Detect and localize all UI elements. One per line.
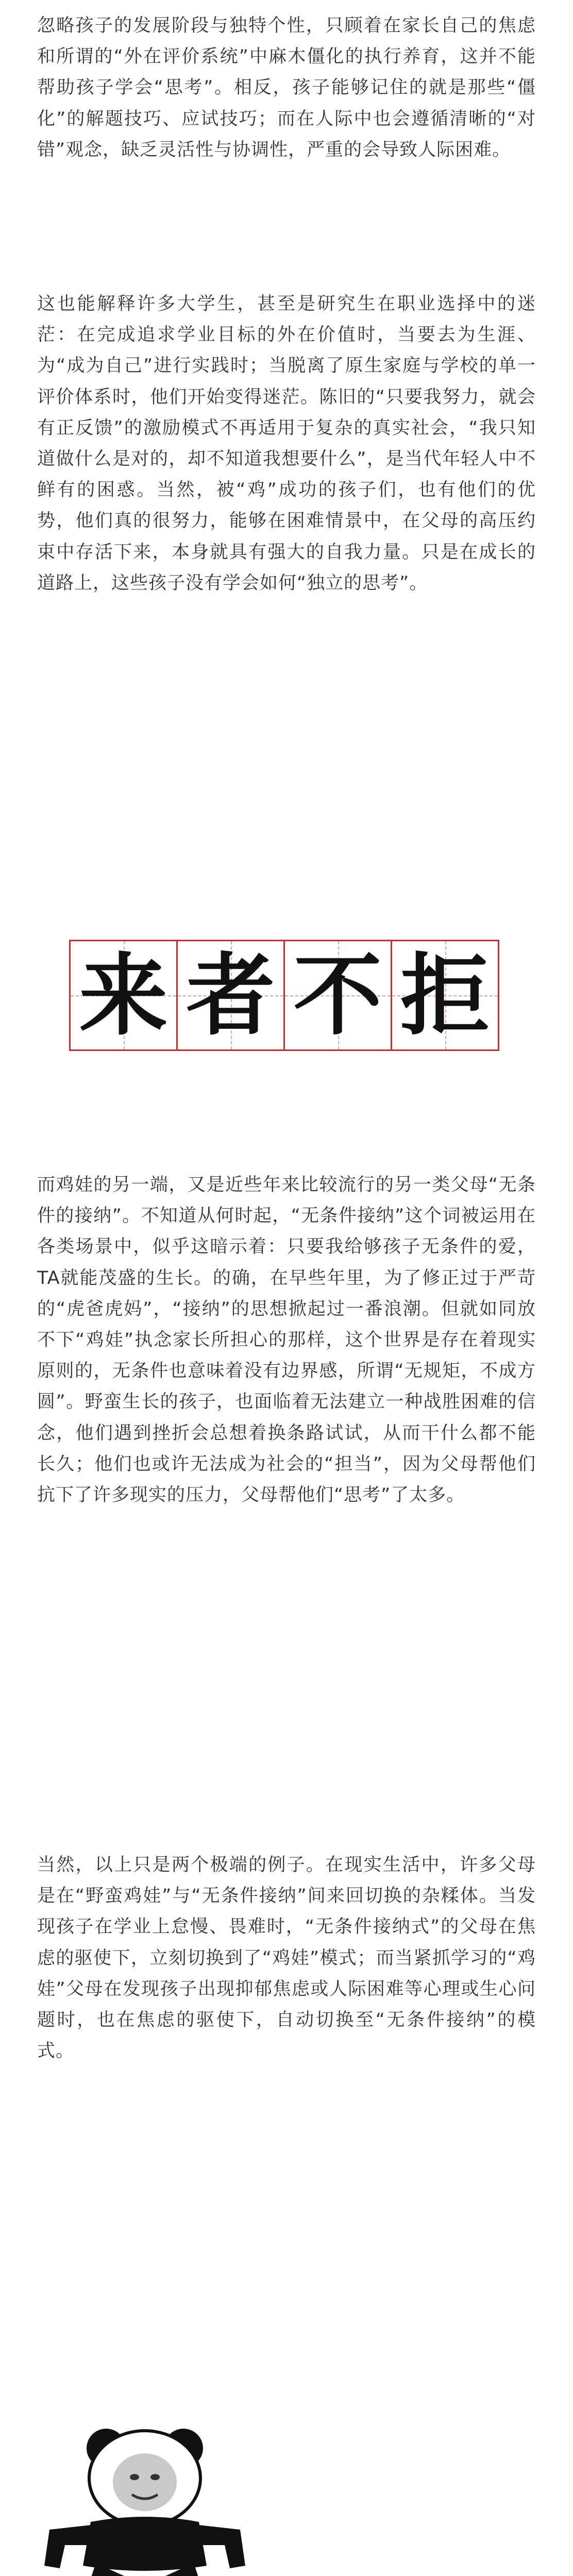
paragraph-3: 而鸡娃的另一端，又是近些年来比较流行的另一类父母“无条件的接纳”。不知道从何时起，“无条件接纳”这个词被运用在各类场景中，似乎这暗示着：只要我给够孩子无条件的爱，TA就能茂盛的生长。的确，在早些年里，为了修正过于严苛的“虎爸虎妈”，“接纳”的思想掀起过一番浪潮。但就如同放不下“鸡娃”执念家长所担心的那样，这个世界是存在着现实原则的，无条件也意味着没有边界感，所谓“无规矩，不成方圆”。野蛮生长的孩子，也面临着无法建立一种战胜困难的信念，他们遇到挫折会总想着换条路试试，从而干什么都不能长久；他们也或许无法成为社会的“担当”，因为父母帮他们抗下了许多现实的压力，父母帮他们“思考”了太多。 [37, 1175, 536, 1505]
calligraphy-char: 不 [293, 943, 382, 1047]
paragraph-4: 当然，以上只是两个极端的例子。在现实生活中，许多父母是在“野蛮鸡娃”与“无条件接纳”间来回切换的杂糅体。当发现孩子在学业上怠慢、畏难时，“无条件接纳式”的父母在焦虑的驱使下，立刻切换到了“鸡娃”模式；而当紧抓学习的“鸡娃”父母在发现孩子出现抑郁焦虑或人际困难等心理或生心问题时，也在焦虑的驱使下，自动切换至“无条件接纳”的模式。 [37, 1855, 536, 2062]
paragraph-1: 忽略孩子的发展阶段与独特个性，只顾着在家长自己的焦虑和所谓的“外在评价系统”中麻木僵化的执行养育，这并不能帮助孩子学会“思考”。相反，孩子能够记住的就是那些“僵化”的解题技巧、应试技巧；而在人际中也会遵循清晰的“对错”观念，缺乏灵活性与协调性，严重的会导致人际困难。 [37, 15, 536, 160]
panda-meme-drawing [29, 2421, 266, 2576]
calligraphy-cell [283, 940, 392, 1051]
panda-meme-image [29, 2421, 266, 2576]
calligraphy-cell [69, 940, 178, 1051]
calligraphy-char: 拒 [400, 943, 490, 1047]
calligraphy-cell [391, 940, 499, 1051]
calligraphy-char: 来 [79, 943, 168, 1047]
calligraphy-cell [176, 940, 285, 1051]
calligraphy-char: 者 [186, 943, 275, 1047]
paragraph-2: 这也能解释许多大学生，甚至是研究生在职业选择中的迷茫：在完成追求学业目标的外在价值时，当要去为生涯、为“成为自己”进行实践时；当脱离了原生家庭与学校的单一评价体系时，他们开始变得迷茫。陈旧的“只要我努力，就会有正反馈”的激励模式不再适用于复杂的真实社会，“我只知道做什么是对的，却不知道我想要什么”，是当代年轻人中不鲜有的困惑。当然，被“鸡”成功的孩子们，也有他们的优势，他们真的很努力，能够在困难情景中，在父母的高压约束中存活下来，本身就具有强大的自我力量。只是在成长的道路上，这些孩子没有学会如何“独立的思考”。 [37, 294, 536, 594]
calligraphy-title [69, 940, 504, 1051]
